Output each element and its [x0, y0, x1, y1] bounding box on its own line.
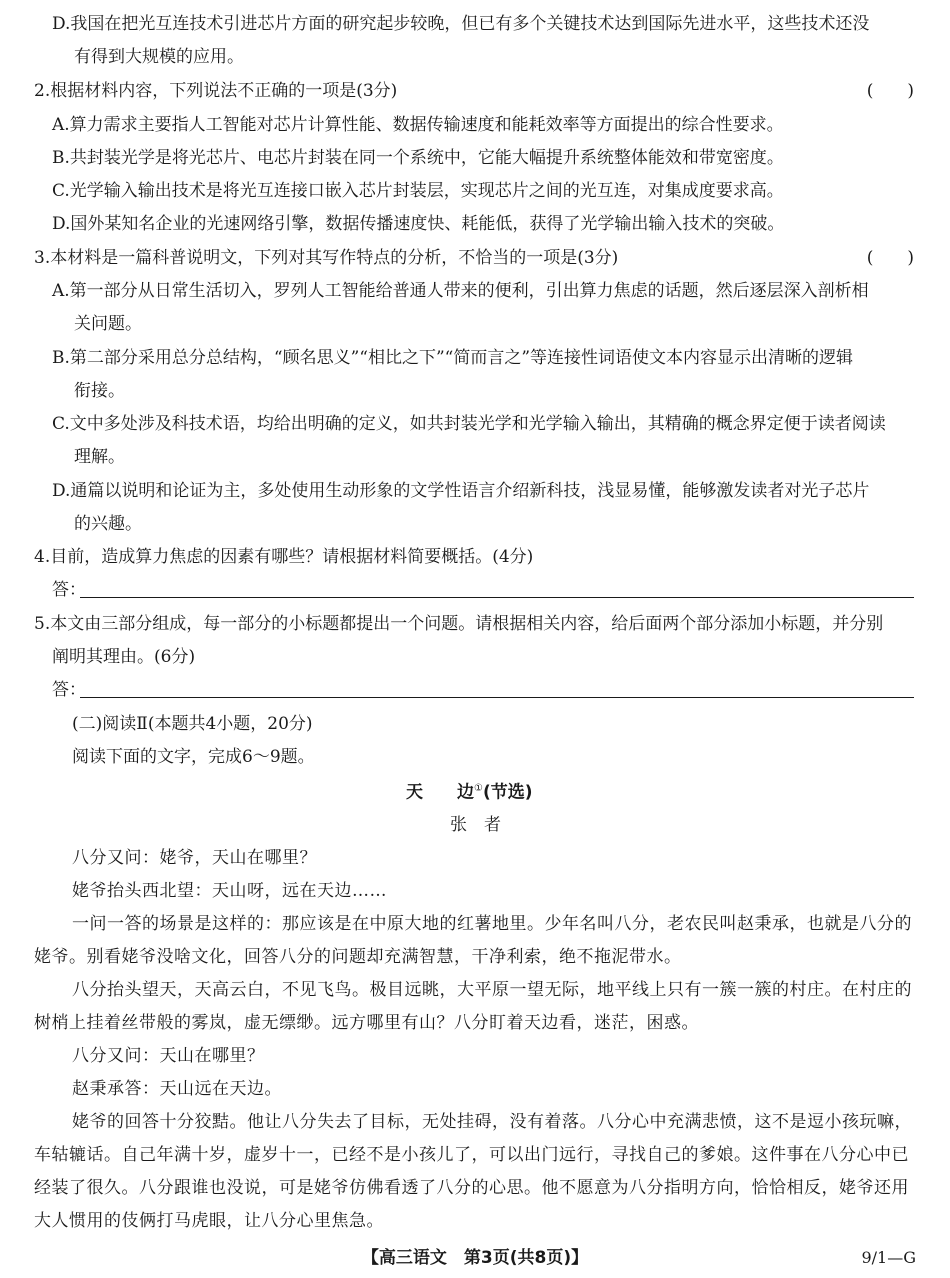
text-line: 一问一答的场景是这样的：那应该是在中原大地的红薯地里。少年名叫八分，老农民叫赵秉承，也就是八分的 — [72, 914, 912, 934]
answer-line[interactable] — [80, 697, 914, 698]
answer-line[interactable] — [80, 597, 914, 598]
text-line: 姥爷。别看姥爷没啥文化，回答八分的问题却充满智慧，干净利索，绝不拖泥带水。 — [34, 947, 682, 967]
text-line: 的兴趣。 — [74, 514, 142, 534]
text-line: 车轱辘话。自己年满十岁，虚岁十一，已经不是小孩儿了，可以出门远行，寻找自己的爹娘。这件事在八分心中已 — [34, 1145, 909, 1165]
text-line: 大人惯用的伎俩打马虎眼，让八分心里焦急。 — [34, 1211, 384, 1231]
footer-code: 9/1—G — [861, 1248, 916, 1267]
text-line: 衔接。 — [74, 381, 125, 401]
text-line: D.国外某知名企业的光速网络引擎，数据传播速度快、耗能低，获得了光学输出输入技术的突破。 — [52, 214, 785, 234]
text-line: 树梢上挂着丝带般的雾岚，虚无缥缈。远方哪里有山？八分盯着天边看，迷茫，困惑。 — [34, 1013, 699, 1033]
text-line: 经装了很久。八分跟谁也没说，可是姥爷仿佛看透了八分的心思。他不愿意为八分指明方向，恰恰相反，姥爷还用 — [34, 1178, 909, 1198]
story-title-main: 天 边 — [406, 782, 474, 803]
text-line: 2.根据材料内容，下列说法不正确的一项是(3分) — [34, 81, 398, 101]
text-line: 阅读下面的文字，完成6～9题。 — [72, 747, 315, 767]
text-line: 4.目前，造成算力焦虑的因素有哪些？请根据材料简要概括。(4分) — [34, 547, 534, 567]
text-line: 八分抬头望天，天高云白，不见飞鸟。极目远眺，大平原一望无际，地平线上只有一簇一簇的村庄。在村庄的 — [72, 980, 912, 1000]
text-line: 八分又问：姥爷，天山在哪里？ — [72, 848, 317, 868]
page-footer — [0, 1246, 950, 1270]
answer-bracket[interactable]: ( ) — [866, 248, 914, 268]
text-line: B.第二部分采用总分总结构，“顾名思义”“相比之下”“简而言之”等连接性词语使文本内容显示出清晰的逻辑 — [52, 348, 854, 368]
text-line: 5.本文由三部分组成，每一部分的小标题都提出一个问题。请根据相关内容，给后面两个部分添加小标题，并分别 — [34, 614, 884, 634]
footnote-mark: ① — [474, 783, 483, 794]
text-line: 关问题。 — [74, 314, 142, 334]
text-line: 赵秉承答：天山远在天边。 — [72, 1079, 282, 1099]
text-line: D.我国在把光互连技术引进芯片方面的研究起步较晚，但已有多个关键技术达到国际先进水平，这些技术还没 — [52, 14, 870, 34]
text-line: A.第一部分从日常生活切入，罗列人工智能给普通人带来的便利，引出算力焦虑的话题，然后逐层深入剖析相 — [52, 281, 869, 301]
text-line: 姥爷抬头西北望：天山呀，远在天边…… — [72, 881, 387, 901]
text-line: C.光学输入输出技术是将光互连接口嵌入芯片封装层，实现芯片之间的光互连，对集成度要求高。 — [52, 181, 784, 201]
text-line: C.文中多处涉及科技术语，均给出明确的定义，如共封装光学和光学输入输出，其精确的概念界定便于读者阅读 — [52, 414, 886, 434]
text-line: B.共封装光学是将光芯片、电芯片封装在同一个系统中，它能大幅提升系统整体能效和带宽密度。 — [52, 148, 784, 168]
text-line: 张 者 — [450, 815, 501, 835]
story-title-suffix: (节选) — [482, 782, 533, 803]
text-line: A.算力需求主要指人工智能对芯片计算性能、数据传输速度和能耗效率等方面提出的综合性要求。 — [52, 115, 784, 135]
text-line: 八分又问：天山在哪里？ — [72, 1046, 265, 1066]
text-line: 理解。 — [74, 447, 125, 467]
text-line: 答： — [52, 580, 86, 600]
text-line: 姥爷的回答十分狡黠。他让八分失去了目标，无处挂碍，没有着落。八分心中充满悲愤，这不是逗小孩玩嘛， — [72, 1112, 912, 1132]
text-line: 3.本材料是一篇科普说明文，下列对其写作特点的分析，不恰当的一项是(3分) — [34, 248, 619, 268]
answer-bracket[interactable]: ( ) — [866, 81, 914, 101]
text-line: 有得到大规模的应用。 — [74, 47, 244, 67]
text-line: 阐明其理由。(6分) — [52, 647, 196, 667]
text-line: (二)阅读Ⅱ(本题共4小题，20分) — [72, 714, 313, 734]
text-line: 答： — [52, 680, 86, 700]
footer-label: 【高三语文 第3页(共8页)】 — [361, 1248, 589, 1268]
text-line: D.通篇以说明和论证为主，多处使用生动形象的文学性语言介绍新科技，浅显易懂，能够激发读者对光子芯片 — [52, 481, 870, 501]
story-title — [406, 777, 533, 805]
